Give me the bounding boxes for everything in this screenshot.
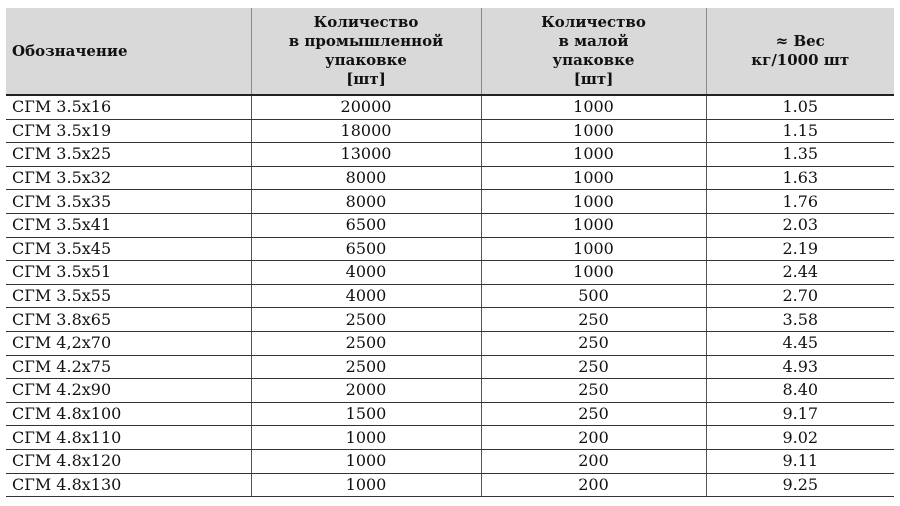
table-row <box>6 331 894 355</box>
cell-weight: 1.35 <box>706 143 894 167</box>
cell-designation: СГМ 4.2х75 <box>6 355 251 379</box>
cell-industrial-pack-qty: 2500 <box>251 308 481 332</box>
cell-small-pack-qty: 1000 <box>481 213 706 237</box>
cell-industrial-pack-qty: 1500 <box>251 402 481 426</box>
cell-industrial-pack-qty: 20000 <box>251 95 481 119</box>
cell-designation: СГМ 4.8х120 <box>6 449 251 473</box>
cell-designation: СГМ 3.5х25 <box>6 143 251 167</box>
cell-weight: 2.19 <box>706 237 894 261</box>
cell-weight: 2.03 <box>706 213 894 237</box>
cell-small-pack-qty: 250 <box>481 402 706 426</box>
cell-designation: СГМ 4.8х100 <box>6 402 251 426</box>
cell-small-pack-qty: 250 <box>481 331 706 355</box>
cell-weight: 8.40 <box>706 379 894 403</box>
cell-small-pack-qty: 1000 <box>481 166 706 190</box>
table-row <box>6 449 894 473</box>
cell-small-pack-qty: 1000 <box>481 261 706 285</box>
cell-small-pack-qty: 200 <box>481 473 706 497</box>
cell-weight: 1.15 <box>706 119 894 143</box>
cell-designation: СГМ 4.8х130 <box>6 473 251 497</box>
cell-designation: СГМ 3.5х55 <box>6 284 251 308</box>
table-row <box>6 355 894 379</box>
table-row <box>6 190 894 214</box>
cell-industrial-pack-qty: 4000 <box>251 284 481 308</box>
cell-industrial-pack-qty: 2000 <box>251 379 481 403</box>
cell-industrial-pack-qty: 2500 <box>251 355 481 379</box>
cell-industrial-pack-qty: 8000 <box>251 166 481 190</box>
cell-weight: 9.17 <box>706 402 894 426</box>
cell-weight: 9.02 <box>706 426 894 450</box>
table-row <box>6 119 894 143</box>
cell-designation: СГМ 3.5х35 <box>6 190 251 214</box>
table-row <box>6 261 894 285</box>
header-row <box>6 8 894 95</box>
cell-weight: 2.70 <box>706 284 894 308</box>
cell-designation: СГМ 3.5х51 <box>6 261 251 285</box>
cell-designation: СГМ 3.5х32 <box>6 166 251 190</box>
table-row <box>6 166 894 190</box>
cell-designation: СГМ 4,2х70 <box>6 331 251 355</box>
cell-small-pack-qty: 1000 <box>481 190 706 214</box>
cell-designation: СГМ 4.2х90 <box>6 379 251 403</box>
table-row <box>6 426 894 450</box>
cell-weight: 1.76 <box>706 190 894 214</box>
cell-weight: 1.63 <box>706 166 894 190</box>
table-row <box>6 237 894 261</box>
header-industrial-pack-qty: Количество в промышленной упаковке [шт] <box>251 8 481 95</box>
screw-spec-table <box>6 8 894 497</box>
cell-small-pack-qty: 250 <box>481 355 706 379</box>
cell-small-pack-qty: 500 <box>481 284 706 308</box>
cell-weight: 3.58 <box>706 308 894 332</box>
cell-industrial-pack-qty: 6500 <box>251 237 481 261</box>
cell-industrial-pack-qty: 6500 <box>251 213 481 237</box>
table-row <box>6 379 894 403</box>
cell-small-pack-qty: 200 <box>481 449 706 473</box>
cell-weight: 2.44 <box>706 261 894 285</box>
cell-weight: 4.93 <box>706 355 894 379</box>
cell-industrial-pack-qty: 18000 <box>251 119 481 143</box>
cell-small-pack-qty: 1000 <box>481 237 706 261</box>
table-row <box>6 402 894 426</box>
cell-weight: 4.45 <box>706 331 894 355</box>
cell-industrial-pack-qty: 1000 <box>251 473 481 497</box>
table-row <box>6 308 894 332</box>
cell-industrial-pack-qty: 1000 <box>251 426 481 450</box>
cell-designation: СГМ 4.8х110 <box>6 426 251 450</box>
header-weight: ≈ Вес кг/1000 шт <box>706 8 894 95</box>
table-row <box>6 95 894 119</box>
cell-designation: СГМ 3.5х41 <box>6 213 251 237</box>
screw-spec-table-container <box>6 8 894 497</box>
cell-small-pack-qty: 1000 <box>481 95 706 119</box>
table-body <box>6 95 894 497</box>
cell-designation: СГМ 3.8х65 <box>6 308 251 332</box>
cell-designation: СГМ 3.5х16 <box>6 95 251 119</box>
cell-small-pack-qty: 1000 <box>481 143 706 167</box>
cell-weight: 9.25 <box>706 473 894 497</box>
cell-industrial-pack-qty: 1000 <box>251 449 481 473</box>
cell-industrial-pack-qty: 13000 <box>251 143 481 167</box>
cell-designation: СГМ 3.5х19 <box>6 119 251 143</box>
table-row <box>6 143 894 167</box>
header-small-pack-qty: Количество в малой упаковке [шт] <box>481 8 706 95</box>
cell-small-pack-qty: 250 <box>481 379 706 403</box>
table-row <box>6 473 894 497</box>
cell-industrial-pack-qty: 2500 <box>251 331 481 355</box>
cell-industrial-pack-qty: 4000 <box>251 261 481 285</box>
cell-small-pack-qty: 1000 <box>481 119 706 143</box>
table-row <box>6 284 894 308</box>
cell-small-pack-qty: 250 <box>481 308 706 332</box>
cell-designation: СГМ 3.5х45 <box>6 237 251 261</box>
cell-industrial-pack-qty: 8000 <box>251 190 481 214</box>
cell-weight: 1.05 <box>706 95 894 119</box>
header-designation: Обозначение <box>6 8 251 95</box>
table-row <box>6 213 894 237</box>
cell-small-pack-qty: 200 <box>481 426 706 450</box>
cell-weight: 9.11 <box>706 449 894 473</box>
